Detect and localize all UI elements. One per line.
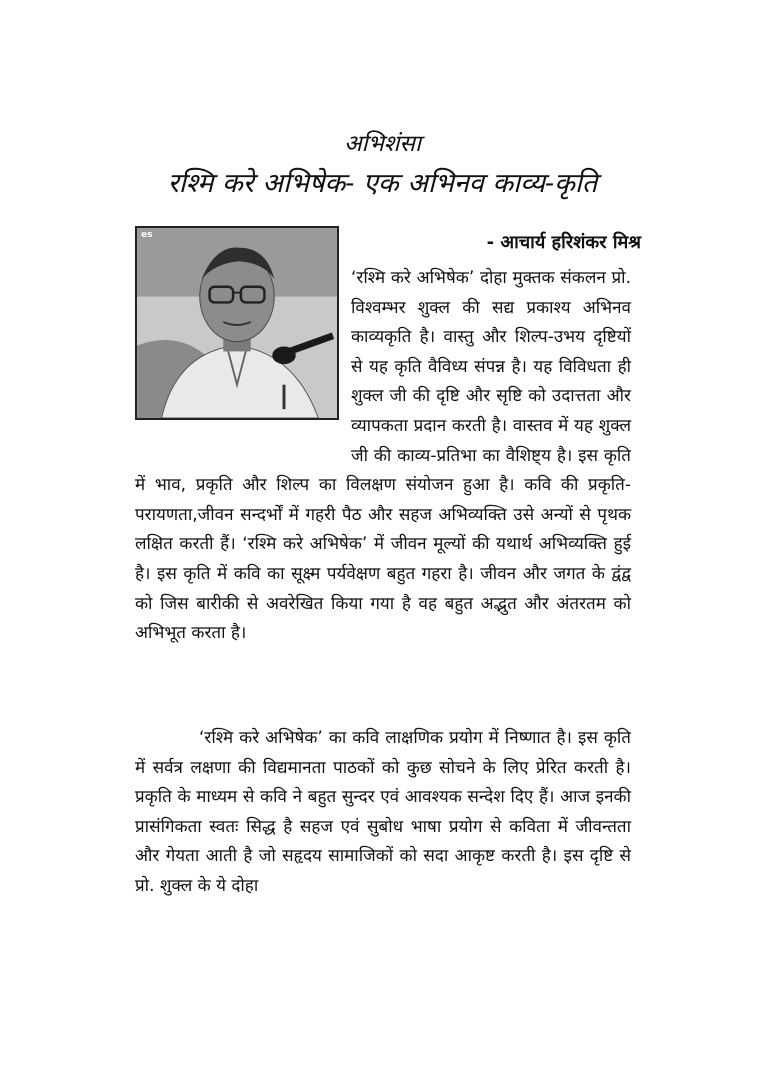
paragraph-2-block <box>135 724 631 902</box>
photo-watermark-tag: es <box>141 230 153 240</box>
paragraph-1-block <box>135 264 631 649</box>
section-kicker: अभिशंसा <box>344 131 421 157</box>
paragraph-1: ‘रश्मि करे अभिषेक’ दोहा मुक्तक संकलन प्रो. विश्वम्भर शुक्ल की सद्य प्रकाश्य अभिनव काव्यकृति है। वास्तु और शिल्प-उभय दृष्टियों से यह कृति वैविध्य संपन्न है। यह विविधता ही शुक्ल जी की दृष्टि और सृष्टि को उदात्तता और व्यापकता प्रदान करती है। वास्तव में यह शुक्ल जी की काव्य-प्रतिभा का वैशिष्ट्य है। इस कृति में भाव, प्रकृति और शिल्प का विलक्षण संयोजन हुआ है। कवि की प्रकृति-परायणता,जीवन सन्दर्भों में गहरी पैठ और सहज अभिव्यक्ति उसे अन्यों से पृथक लक्षित करती हैं। ‘रश्मि करे अभिषेक’ में जीवन मूल्यों की यथार्थ अभिव्यक्ति हुई है। इस कृति में कवि का सूक्ष्म पर्यवेक्षण बहुत गहरा है। जीवन और जगत के द्वंद्व को जिस बारीकी से अवरेखित किया गया है वह बहुत अद्भुत और अंतरतम को अभिभूत करता है। <box>135 268 631 644</box>
paragraph-2: ‘रश्मि करे अभिषेक’ का कवि लाक्षणिक प्रयोग में निष्णात है। इस कृति में सर्वत्र लक्षणा की विद्यमानता पाठकों को कुछ सोचने के लिए प्रेरित करती है। प्रकृति के माध्यम से कवि ने बहुत सुन्दर एवं आवश्यक सन्देश दिए हैं। आज इनकी प्रासंगिकता स्वतः सिद्ध है सहज एवं सुबोध भाषा प्रयोग से कविता में जीवन्तता और गेयता आती है जो सहृदय सामाजिकों को सदा आकृष्ट करती है। इस दृष्टि से प्रो. शुक्ल के ये दोहा <box>135 728 631 896</box>
photo-wrap-spacer <box>135 264 351 449</box>
author-byline: - आचार्य हरिशंकर मिश्र <box>486 232 641 253</box>
article-title: रश्मि करे अभिषेक- एक अभिनव काव्य-कृति <box>167 168 598 199</box>
